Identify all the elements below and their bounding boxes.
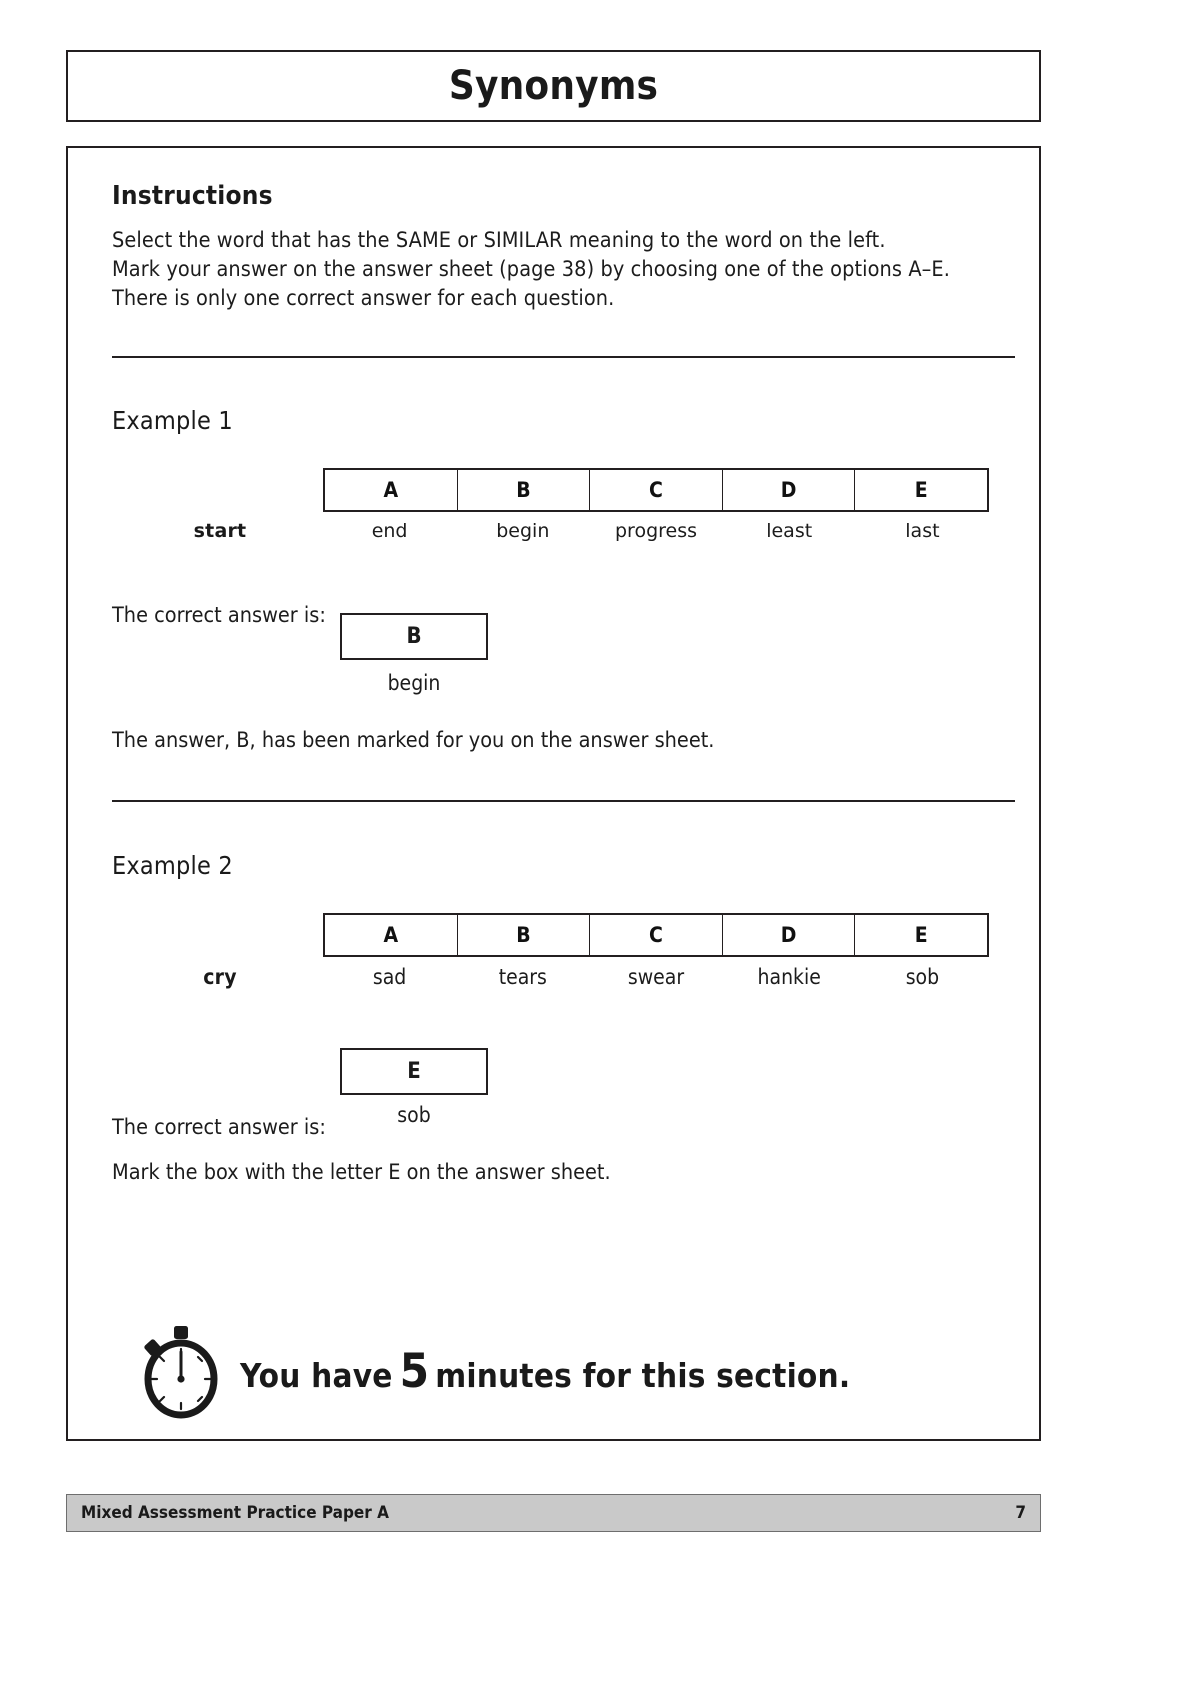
example-1-option-cell-b[interactable]: B: [458, 470, 591, 510]
instructions-line-3: There is only one correct answer for each question.: [112, 286, 615, 311]
example-2-answer-box: E: [340, 1048, 488, 1095]
example-1-option-cell-d[interactable]: D: [723, 470, 856, 510]
example-2-option-words: [323, 965, 989, 989]
example-2-option-word-d: hankie: [757, 965, 821, 989]
timer-minutes: 5: [399, 1343, 430, 1399]
example-2-option-cell-d[interactable]: D: [723, 915, 856, 955]
example-2-option-word-c: swear: [627, 965, 685, 989]
instructions-text: [112, 226, 950, 313]
content-panel: [66, 146, 1041, 1441]
example-1-option-word-c: progress: [614, 520, 698, 542]
example-1-option-word-d: least: [766, 520, 813, 542]
example-1-option-cell-e[interactable]: E: [914, 478, 928, 502]
page-title: Synonyms: [448, 63, 659, 109]
example-1-words-row: [112, 520, 1019, 550]
example-2-option-cell-c[interactable]: C: [590, 915, 723, 955]
content-inner: [112, 148, 1019, 1439]
example-2-heading: Example 2: [112, 851, 233, 880]
example-2-option-table: [323, 913, 989, 957]
example-2-option-word-a: sad: [372, 965, 407, 989]
example-1-option-table: [323, 468, 989, 512]
example-2-note: Mark the box with the letter E on the answer sheet.: [112, 1160, 611, 1185]
example-2-option-cell-a[interactable]: A: [325, 915, 458, 955]
example-2-option-word-b: tears: [498, 965, 547, 989]
example-1-heading: Example 1: [112, 406, 233, 435]
example-2-option-cell-e[interactable]: E: [914, 923, 928, 947]
divider-1: [112, 356, 1015, 358]
example-1-option-words: [323, 520, 989, 542]
stopwatch-icon: [138, 1323, 224, 1419]
example-1-option-cell-c[interactable]: C: [590, 470, 723, 510]
example-1-option-word-a: end: [371, 520, 408, 542]
page-title-banner: [66, 50, 1041, 122]
footer-page-number: 7: [1015, 1503, 1026, 1523]
example-2-option-cell-b[interactable]: B: [458, 915, 591, 955]
example-2-answer-label: The correct answer is:: [112, 1115, 326, 1140]
timer-suffix: minutes for this section.: [435, 1355, 851, 1395]
example-1-option-word-b: begin: [496, 520, 550, 542]
timer-row: [138, 1323, 850, 1419]
example-1-answer-label: The correct answer is:: [112, 603, 326, 628]
example-1-answer-word: begin: [387, 671, 441, 695]
example-2-option-word-e: sob: [905, 965, 940, 989]
instructions-line-2: Mark your answer on the answer sheet (page 38) by choosing one of the options A–E.: [112, 257, 950, 282]
example-1-option-cell-a[interactable]: A: [325, 470, 458, 510]
example-2-words-row: [112, 965, 1019, 995]
page-footer: [66, 1494, 1041, 1532]
timer-text: [240, 1344, 850, 1399]
example-1-stem-word: start: [193, 520, 247, 542]
example-2-stem-word: cry: [203, 965, 237, 989]
example-1-answer-box: B: [340, 613, 488, 660]
instructions-line-1: Select the word that has the SAME or SIMILAR meaning to the word on the left.: [112, 228, 886, 253]
timer-prefix: You have: [240, 1355, 393, 1395]
footer-title: Mixed Assessment Practice Paper A: [81, 1503, 389, 1523]
divider-2: [112, 800, 1015, 802]
example-2-answer-word: sob: [397, 1103, 431, 1127]
instructions-heading: Instructions: [112, 181, 273, 211]
example-1-note: The answer, B, has been marked for you on the answer sheet.: [112, 728, 715, 753]
example-1-option-word-e: last: [905, 520, 940, 542]
